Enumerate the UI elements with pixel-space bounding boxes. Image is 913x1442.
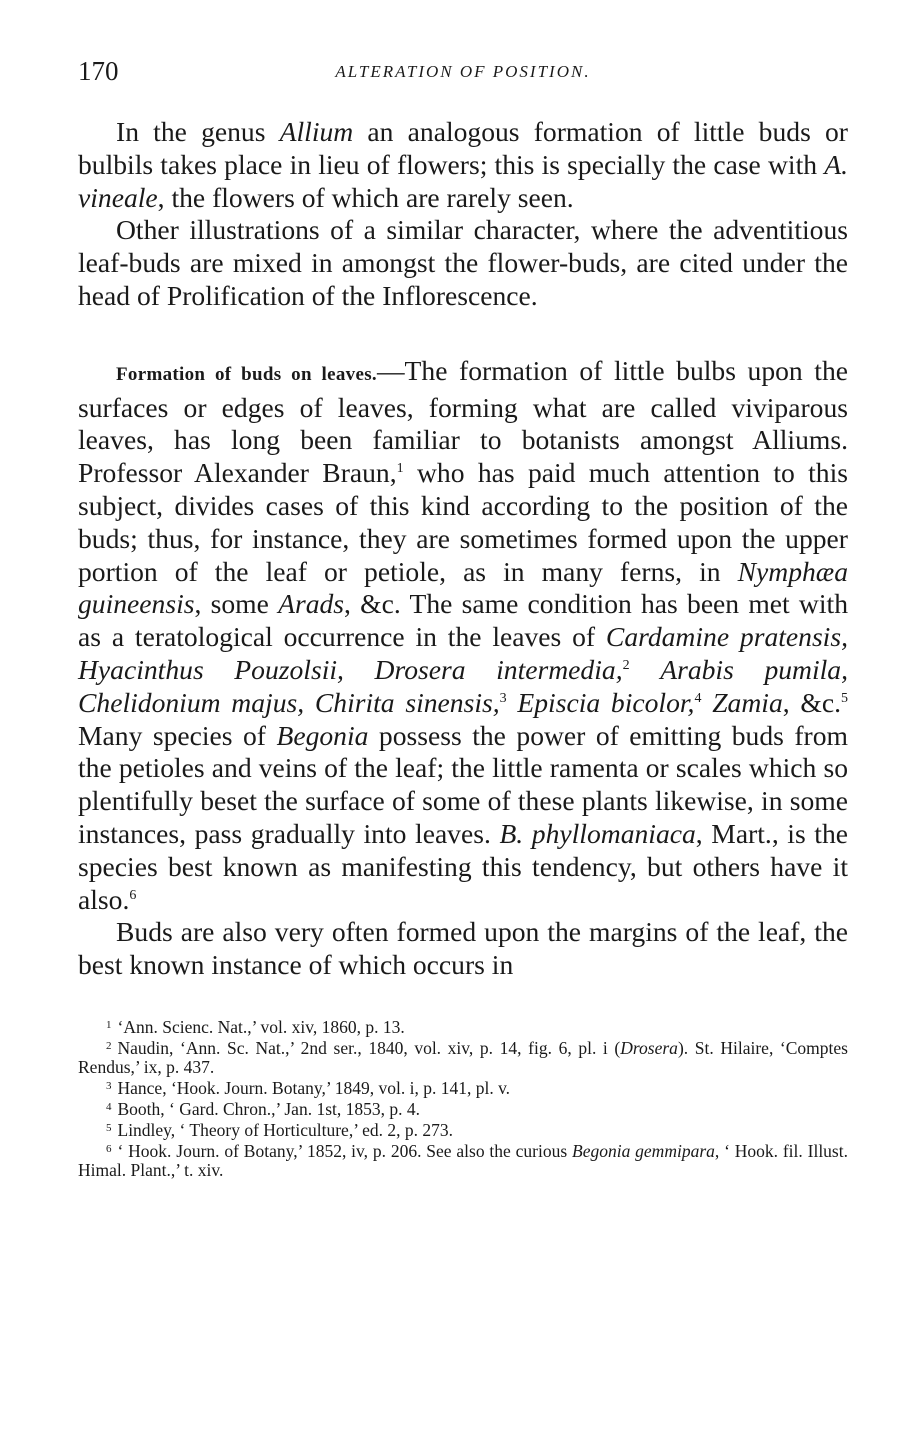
footnote-mark: 3	[106, 1079, 112, 1092]
footnote-text: Naudin, ‘Ann. Sc. Nat.,’ 2nd ser., 1840, vol. xiv, p. 14, fig. 6, pl. i (	[117, 1037, 621, 1058]
footnote-3	[78, 1077, 848, 1098]
footnote-italic: Begonia gemmipara	[572, 1140, 715, 1161]
text-run: —The formation of little bulbs upon the surfaces or edges of leaves, forming what are called viviparous leaves, has long been familiar to botanists amongst Alliums. Professor Alexander Braun,	[78, 354, 848, 489]
italic-run: B. phyllomaniaca	[499, 817, 696, 849]
body-text	[78, 116, 848, 982]
footnote-mark: 2	[106, 1039, 112, 1052]
text-run: , the flowers of which are rarely seen.	[157, 181, 574, 213]
footnote-text: ). St. Hilaire, ‘Comptes Rendus,’ ix, p. 437.	[78, 1037, 848, 1077]
italic-run: Zamia	[712, 686, 783, 718]
text-run	[507, 687, 518, 718]
section-subhead: Formation of buds on leaves.	[116, 363, 377, 385]
text-run	[701, 687, 712, 718]
text-run: possess the power of emitting buds from the petioles and veins of the leaf; the little ramenta or scales which so plentifully beset the surface of some of these plants likewise, in some instances, pass gradually into leaves.	[78, 719, 848, 849]
text-run: In the genus	[116, 116, 280, 147]
footnote-ref: 2	[622, 657, 630, 673]
footnote-text: ‘Ann. Scienc. Nat.,’ vol. xiv, 1860, p. 13.	[117, 1016, 405, 1037]
footnote-4	[78, 1098, 848, 1119]
footnote-italic: Drosera	[620, 1037, 678, 1058]
italic-run: Nymphæa guineensis	[78, 555, 848, 620]
footnote-2	[78, 1037, 848, 1077]
text-run	[630, 654, 661, 685]
footnote-mark: 6	[106, 1142, 112, 1155]
italic-run: Begonia	[276, 719, 369, 751]
footnote-6	[78, 1140, 848, 1180]
footnotes	[78, 1016, 848, 1180]
text-run: an analogous formation of little buds or bulbils takes place in lieu of flowers; this is specially the case with	[78, 116, 848, 180]
book-page	[78, 56, 848, 1180]
footnote-ref: 3	[499, 690, 507, 706]
footnote-ref: 4	[694, 690, 702, 706]
footnote-mark: 4	[106, 1100, 112, 1113]
paragraph-other-illustrations: Other illustrations of a similar character, where the adventitious leaf-buds are mixed in amongst the flower-buds, are cited under the head of Prolification of the Inflorescence.	[78, 214, 848, 311]
footnote-ref: 5	[841, 690, 848, 706]
footnote-ref: 1	[396, 461, 404, 477]
footnote-text: ‘ Hook. Journ. of Botany,’ 1852, iv, p. 206. See also the curious	[117, 1140, 572, 1161]
italic-run: A. vineale	[78, 148, 848, 213]
paragraph-leaf-margins: Buds are also very often formed upon the margins of the leaf, the best known instance of which occurs in	[78, 916, 848, 981]
footnote-text: Booth, ‘ Gard. Chron.,’ Jan. 1st, 1853, p. 4.	[117, 1098, 420, 1119]
italic-run: Cardamine pratensis, Hyacinthus Pouzolsii, Drosera intermedia,	[78, 621, 848, 685]
footnote-text: , ‘ Hook. fil. Illust. Himal. Plant.,’ t. xiv.	[78, 1140, 848, 1180]
text-run: , &c. The same condition has been met with as a teratological occurrence in the leaves of	[78, 588, 848, 653]
text-run: Many species of	[78, 719, 277, 751]
text-run: , &c.	[782, 686, 841, 718]
text-run: who has paid much attention to this subject, divides cases of this kind according to the position of the buds; thus, for instance, they are sometimes formed upon the upper portion of the leaf or petiole, as in many ferns, in	[78, 457, 848, 587]
page-number: 170	[78, 56, 119, 86]
running-title: ALTERATION OF POSITION.	[335, 62, 591, 81]
italic-run: Allium	[279, 116, 354, 147]
italic-run: Arabis pumila, Chelidonium majus, Chirita sinensis,	[78, 653, 849, 718]
footnote-5	[78, 1119, 848, 1140]
footnote-mark: 5	[106, 1121, 112, 1134]
footnote-1	[78, 1016, 848, 1037]
paragraph-buds-on-leaves	[78, 355, 848, 917]
italic-run: Arads	[278, 588, 345, 620]
page-header	[78, 56, 848, 96]
italic-run: Episcia bicolor,	[517, 686, 695, 718]
text-run: , some	[194, 588, 279, 620]
text-run: , Mart., is the species best known as manifesting this tendency, but others have it also.	[78, 817, 848, 915]
footnote-text: Hance, ‘Hook. Journ. Botany,’ 1849, vol. i, p. 141, pl. v.	[117, 1077, 511, 1098]
footnote-text: Lindley, ‘ Theory of Horticulture,’ ed. 2, p. 273.	[117, 1119, 453, 1140]
paragraph-allium	[78, 116, 848, 214]
section-gap	[78, 313, 848, 355]
footnote-ref: 6	[129, 887, 137, 903]
footnote-mark: 1	[106, 1018, 112, 1031]
